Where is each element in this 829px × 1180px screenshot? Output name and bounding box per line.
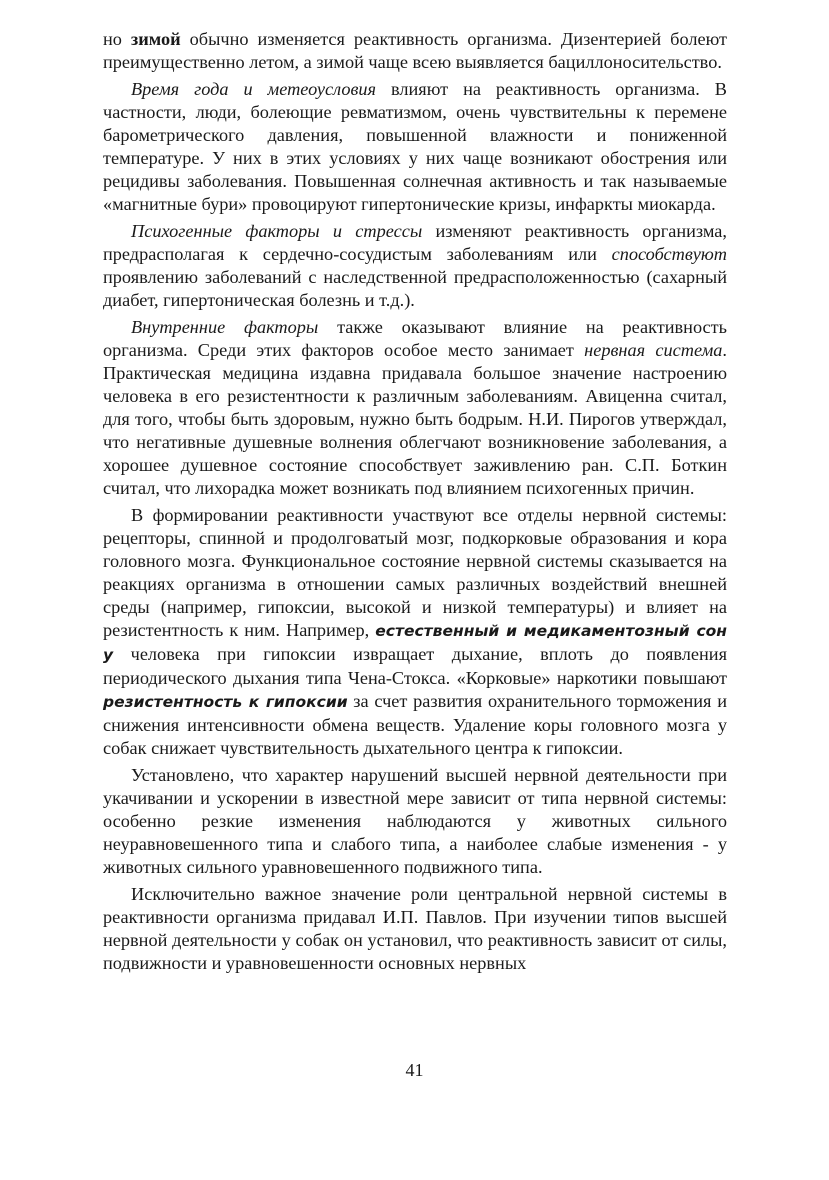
paragraph-p3 (103, 220, 727, 312)
text-segment: В формировании реактивности участвуют все отделы нервной системы: рецепторы, спинной и продолговатый мозг, подкорковые образования и кора головного мозга. Функциональное состояние нервной системы сказывается на реакциях организма в отношении самых различных воздействий внешней среды (например, гипоксии, высокой и низкой температуры) и влияет на резистентность к ним. Например, (103, 505, 727, 640)
text-segment: влияют на реактивность организма. В частности, люди, болеющие ревматизмом, очень чувствительны к перемене барометрического давления, повышенной влажности и пониженной температуре. У них в этих условиях у них чаще возникают обострения или рецидивы заболевания. Повышенная солнечная активность и так называемые «магнитные бури» провоцируют гипертонические кризы, инфаркты миокарда. (103, 79, 727, 214)
paragraph-p6 (103, 764, 727, 879)
text-segment: . Практическая медицина издавна придавала большое значение настроению человека в его резистентности к различным заболеваниям. Авиценна считал, для того, чтобы быть здоровым, нужно быть бодрым. Н.И. Пирогов утверждал, что негативные душевные волнения облегчают возникновение заболевания, а хорошее душевное состояние способствует заживлению ран. С.П. Боткин считал, что лихорадка может возникать под влиянием психогенных причин. (103, 340, 727, 498)
text-segment: Время года и метеоусловия (131, 79, 377, 99)
paragraph-p2 (103, 78, 727, 216)
text-segment: обычно изменяется реактивность организма. Дизентерией болеют преимущественно летом, а зимой чаще всею выявляется бациллоносительство. (103, 29, 727, 72)
text-segment: но (103, 29, 131, 49)
text-segment: Установлено, что характер нарушений высшей нервной деятельности при укачивании и ускорении в известной мере зависит от типа нервной системы: особенно резкие изменения наблюдаются у животных сильного неуравновешенного типа и слабого типа, а наиболее слабые изменения - у животных сильного уравновешенного подвижного типа. (103, 765, 727, 877)
text-segment: нервная система (584, 340, 723, 360)
body-text (103, 28, 727, 979)
paragraph-p7 (103, 883, 727, 975)
text-segment: также оказывают влияние на реактивность организма. Среди этих факторов особое место занимает (103, 317, 727, 360)
text-segment: проявлению заболеваний с наследственной предрасположенностью (сахарный диабет, гипертоническая болезнь и т.д.). (103, 267, 727, 310)
page-number: 41 (405, 1060, 424, 1080)
text-segment: человека при гипоксии извращает дыхание, вплоть до появления периодического дыхания типа Чена-Стокса. «Корковые» наркотики повышают (103, 644, 727, 688)
text-segment: изменяют реактивность организма, предрасполагая к сердечно-сосудистым заболеваниям или (103, 221, 727, 264)
text-segment: резистентность к гипоксии (103, 693, 348, 711)
text-segment: естественный и медикаментозный сон у (103, 622, 727, 664)
text-segment: Психогенные факторы и стрессы (131, 221, 423, 241)
paragraph-p1 (103, 28, 727, 74)
text-segment: Исключительно важное значение роли центральной нервной системы в реактивности организма придавал И.П. Павлов. При изучении типов высшей нервной деятельности у собак он установил, что реактивность зависит от силы, подвижности и уравновешенности основных нервных (103, 884, 727, 973)
text-segment: способствуют (611, 244, 727, 264)
paragraph-p4 (103, 316, 727, 500)
paragraph-p5 (103, 504, 727, 760)
text-segment: за счет развития охранительного торможения и снижения интенсивности обмена веществ. Удаление коры головного мозга у собак снижает чувствительность дыхательного центра к гипоксии. (103, 691, 727, 758)
text-segment: Внутренние факторы (131, 317, 319, 337)
text-segment: зимой (130, 29, 181, 49)
